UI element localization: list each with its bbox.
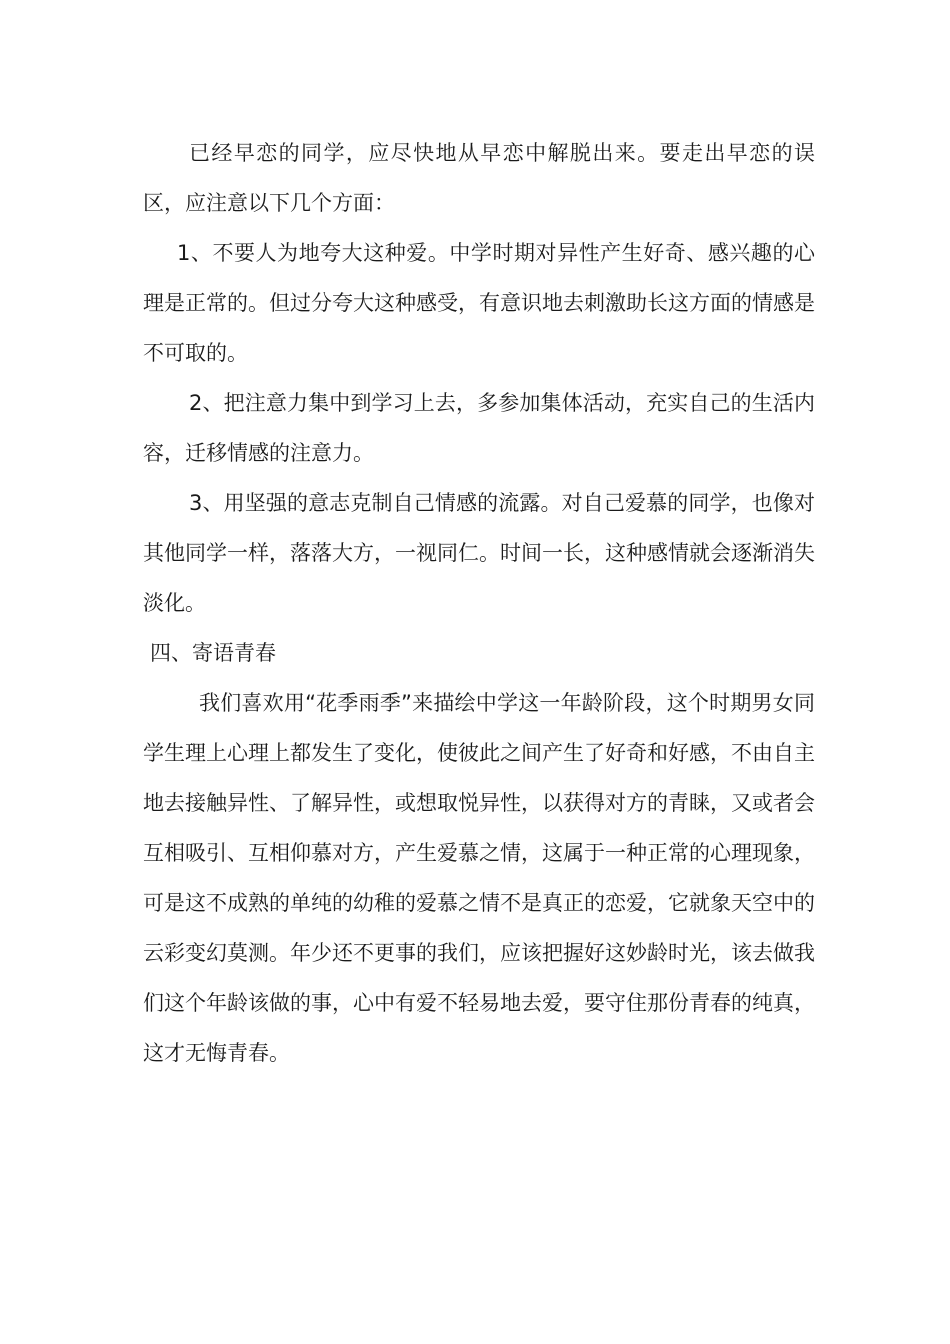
paragraph-point-1: 1、不要人为地夸大这种爱。中学时期对异性产生好奇、感兴趣的心理是正常的。但过分夸大这种感受，有意识地去刺激助长这方面的情感是不可取的。 (143, 241, 815, 365)
paragraph-point-3: 3、用坚强的意志克制自己情感的流露。对自己爱慕的同学，也像对其他同学一样，落落大方，一视同仁。时间一长，这种感情就会逐渐消失淡化。 (143, 491, 815, 615)
section-heading: 四、寄语青春 (150, 641, 276, 665)
paragraph-section-body: 我们喜欢用“花季雨季”来描绘中学这一年龄阶段，这个时期男女同学生理上心理上都发生了变化，使彼此之间产生了好奇和好感，不由自主地去接触异性、了解异性，或想取悦异性，以获得对方的青睐，又或者会互相吸引、互相仰慕对方，产生爱慕之情，这属于一种正常的心理现象，可是这不成熟的单纯的幼稚的爱慕之情不是真正的恋爱，它就象天空中的云彩变幻莫测。年少还不更事的我们，应该把握好这妙龄时光，该去做我们这个年龄该做的事，心中有爱不轻易地去爱，要守住那份青春的纯真，这才无悔青春。 (143, 691, 815, 1065)
document-body (143, 128, 815, 1078)
paragraph-point-2: 2、把注意力集中到学习上去，多参加集体活动，充实自己的生活内容，迁移情感的注意力。 (143, 391, 815, 465)
paragraph-intro: 已经早恋的同学，应尽快地从早恋中解脱出来。要走出早恋的误区，应注意以下几个方面： (143, 141, 815, 215)
